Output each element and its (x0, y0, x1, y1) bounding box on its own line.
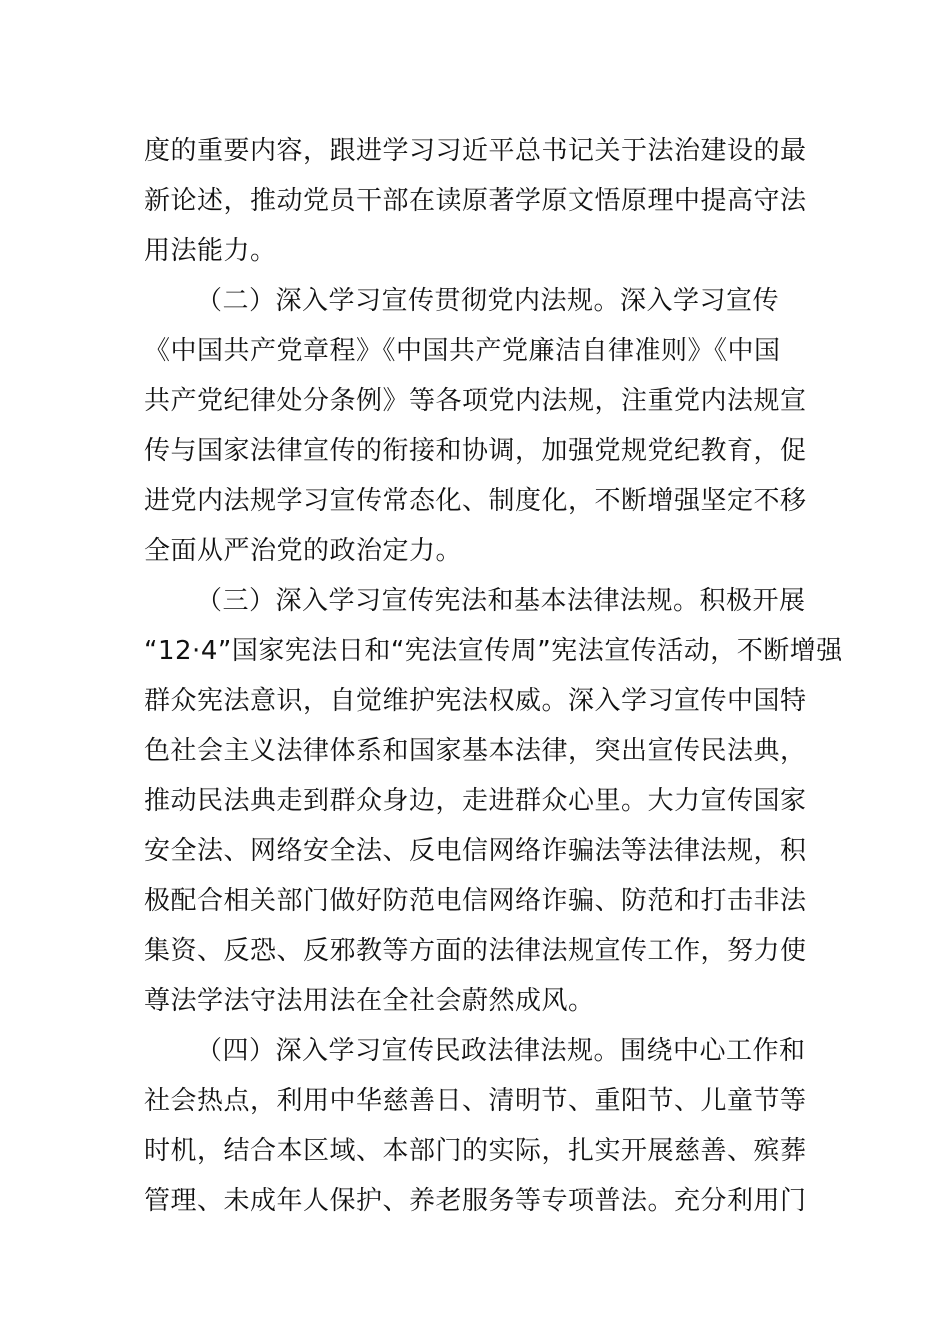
text-line: 安全法、网络安全法、反电信网络诈骗法等法律法规，积 (144, 836, 807, 866)
text-line: 全面从严治党的政治定力。 (144, 536, 463, 566)
text-line: 度的重要内容，跟进学习习近平总书记关于法治建设的最 (144, 136, 807, 166)
text-line: 社会热点，利用中华慈善日、清明节、重阳节、儿童节等 (144, 1086, 807, 1116)
text-line: 《中国共产党章程》《中国共产党廉洁自律准则》《中国 (144, 336, 781, 366)
text-line: 传与国家法律宣传的衔接和协调，加强党规党纪教育，促 (144, 436, 807, 466)
section-heading-line: （二）深入学习宣传贯彻党内法规。深入学习宣传 (196, 286, 780, 316)
text-line: 进党内法规学习宣传常态化、制度化，不断增强坚定不移 (144, 486, 807, 516)
text-line: 推动民法典走到群众身边，走进群众心里。大力宣传国家 (144, 786, 807, 816)
text-line: 色社会主义法律体系和国家基本法律，突出宣传民法典， (144, 736, 807, 766)
text-line: 群众宪法意识，自觉维护宪法权威。深入学习宣传中国特 (144, 686, 807, 716)
text-line: 集资、反恐、反邪教等方面的法律法规宣传工作，努力使 (144, 936, 807, 966)
text-line: 管理、未成年人保护、养老服务等专项普法。充分利用门 (144, 1186, 807, 1216)
text-line: 共产党纪律处分条例》等各项党内法规，注重党内法规宣 (144, 386, 807, 416)
text-line: 时机，结合本区域、本部门的实际，扎实开展慈善、殡葬 (144, 1136, 807, 1166)
section-heading-line: （三）深入学习宣传宪法和基本法律法规。积极开展 (196, 586, 806, 616)
section-heading-line: （四）深入学习宣传民政法律法规。围绕中心工作和 (196, 1036, 806, 1066)
text-line: 尊法学法守法用法在全社会蔚然成风。 (144, 986, 595, 1016)
text-line: 新论述，推动党员干部在读原著学原文悟原理中提高守法 (144, 186, 807, 216)
text-line: 极配合相关部门做好防范电信网络诈骗、防范和打击非法 (144, 886, 807, 916)
text-line: “12·4”国家宪法日和“宪法宣传周”宪法宣传活动，不断增强 (144, 636, 843, 666)
text-line: 用法能力。 (144, 236, 277, 266)
